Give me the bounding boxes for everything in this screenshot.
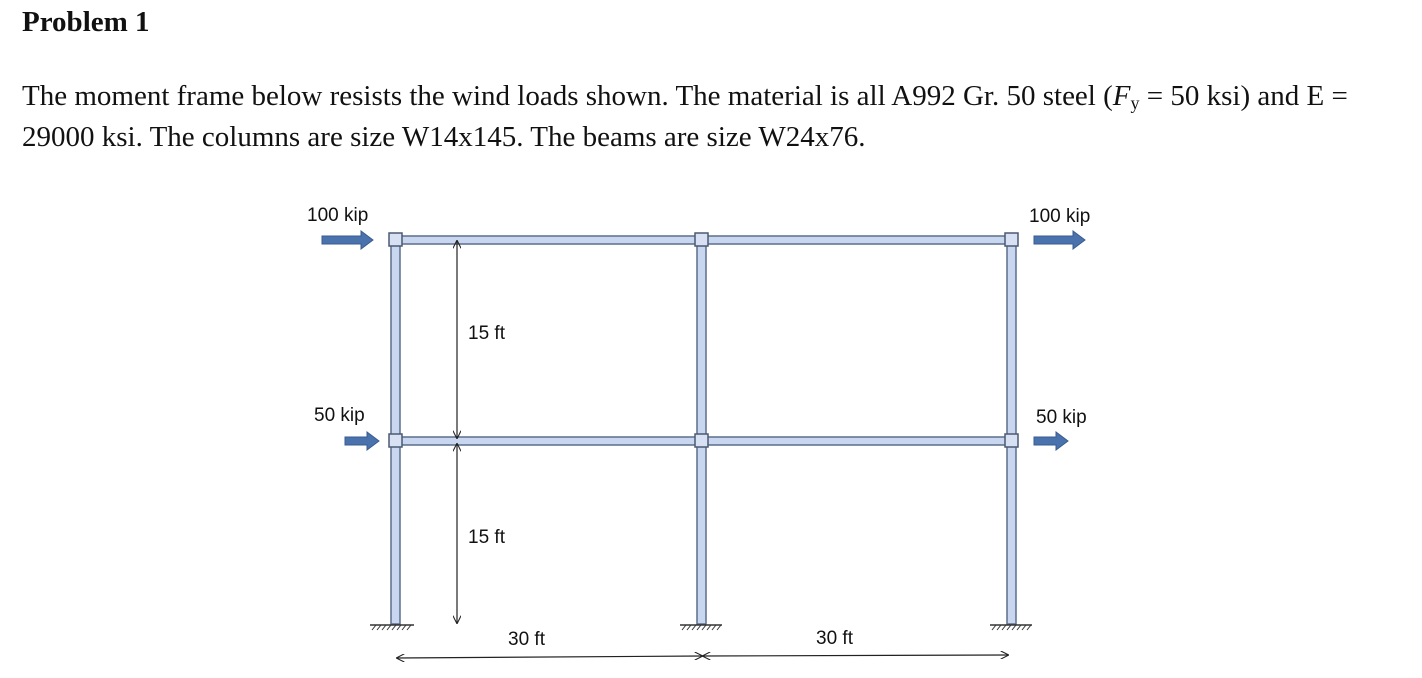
beam-roof-left	[400, 236, 697, 244]
load-label-mid-right: 50 kip	[1036, 407, 1087, 428]
column-left	[391, 240, 400, 624]
load-arrow-top-right	[1034, 231, 1085, 249]
statement-part-2: = 50 ksi) and E = 29000 ksi. The columns are size W14x145. The beams are size W24x76.	[22, 80, 1348, 153]
load-arrow-mid-right	[1034, 432, 1068, 450]
dimension-line-right-bay	[703, 655, 1008, 656]
load-arrow-mid-left	[345, 432, 379, 450]
beam-floor-left	[400, 437, 697, 445]
dimension-label-lower-story: 15 ft	[468, 527, 505, 548]
statement-part-1: The moment frame below resists the wind loads shown. The material is all A992 Gr. 50 steel (	[22, 80, 1113, 112]
fixed-support-middle	[680, 625, 722, 630]
fy-symbol: F	[1112, 80, 1131, 112]
load-label-top-right: 100 kip	[1029, 206, 1091, 227]
fy-subscript: y	[1130, 93, 1140, 113]
joint-roof-right	[1005, 233, 1018, 246]
joint-floor-left	[389, 434, 402, 447]
load-label-mid-left: 50 kip	[314, 405, 365, 426]
load-label-top-left: 100 kip	[307, 205, 369, 226]
beam-floor-right	[706, 437, 1007, 445]
dimension-line-left-bay	[397, 656, 702, 658]
joint-floor-middle	[695, 434, 708, 447]
dimension-label-right-bay: 30 ft	[816, 628, 853, 649]
dimension-label-upper-story: 15 ft	[468, 323, 505, 344]
load-arrow-top-left	[322, 231, 373, 249]
joint-roof-middle	[695, 233, 708, 246]
joint-floor-right	[1005, 434, 1018, 447]
beam-roof-right	[706, 236, 1007, 244]
dimension-label-left-bay: 30 ft	[508, 629, 545, 650]
fixed-support-right	[990, 625, 1032, 630]
problem-heading: Problem 1	[22, 6, 150, 38]
column-middle	[697, 240, 706, 624]
fixed-support-left	[370, 625, 414, 630]
column-right	[1007, 240, 1016, 624]
joint-roof-left	[389, 233, 402, 246]
